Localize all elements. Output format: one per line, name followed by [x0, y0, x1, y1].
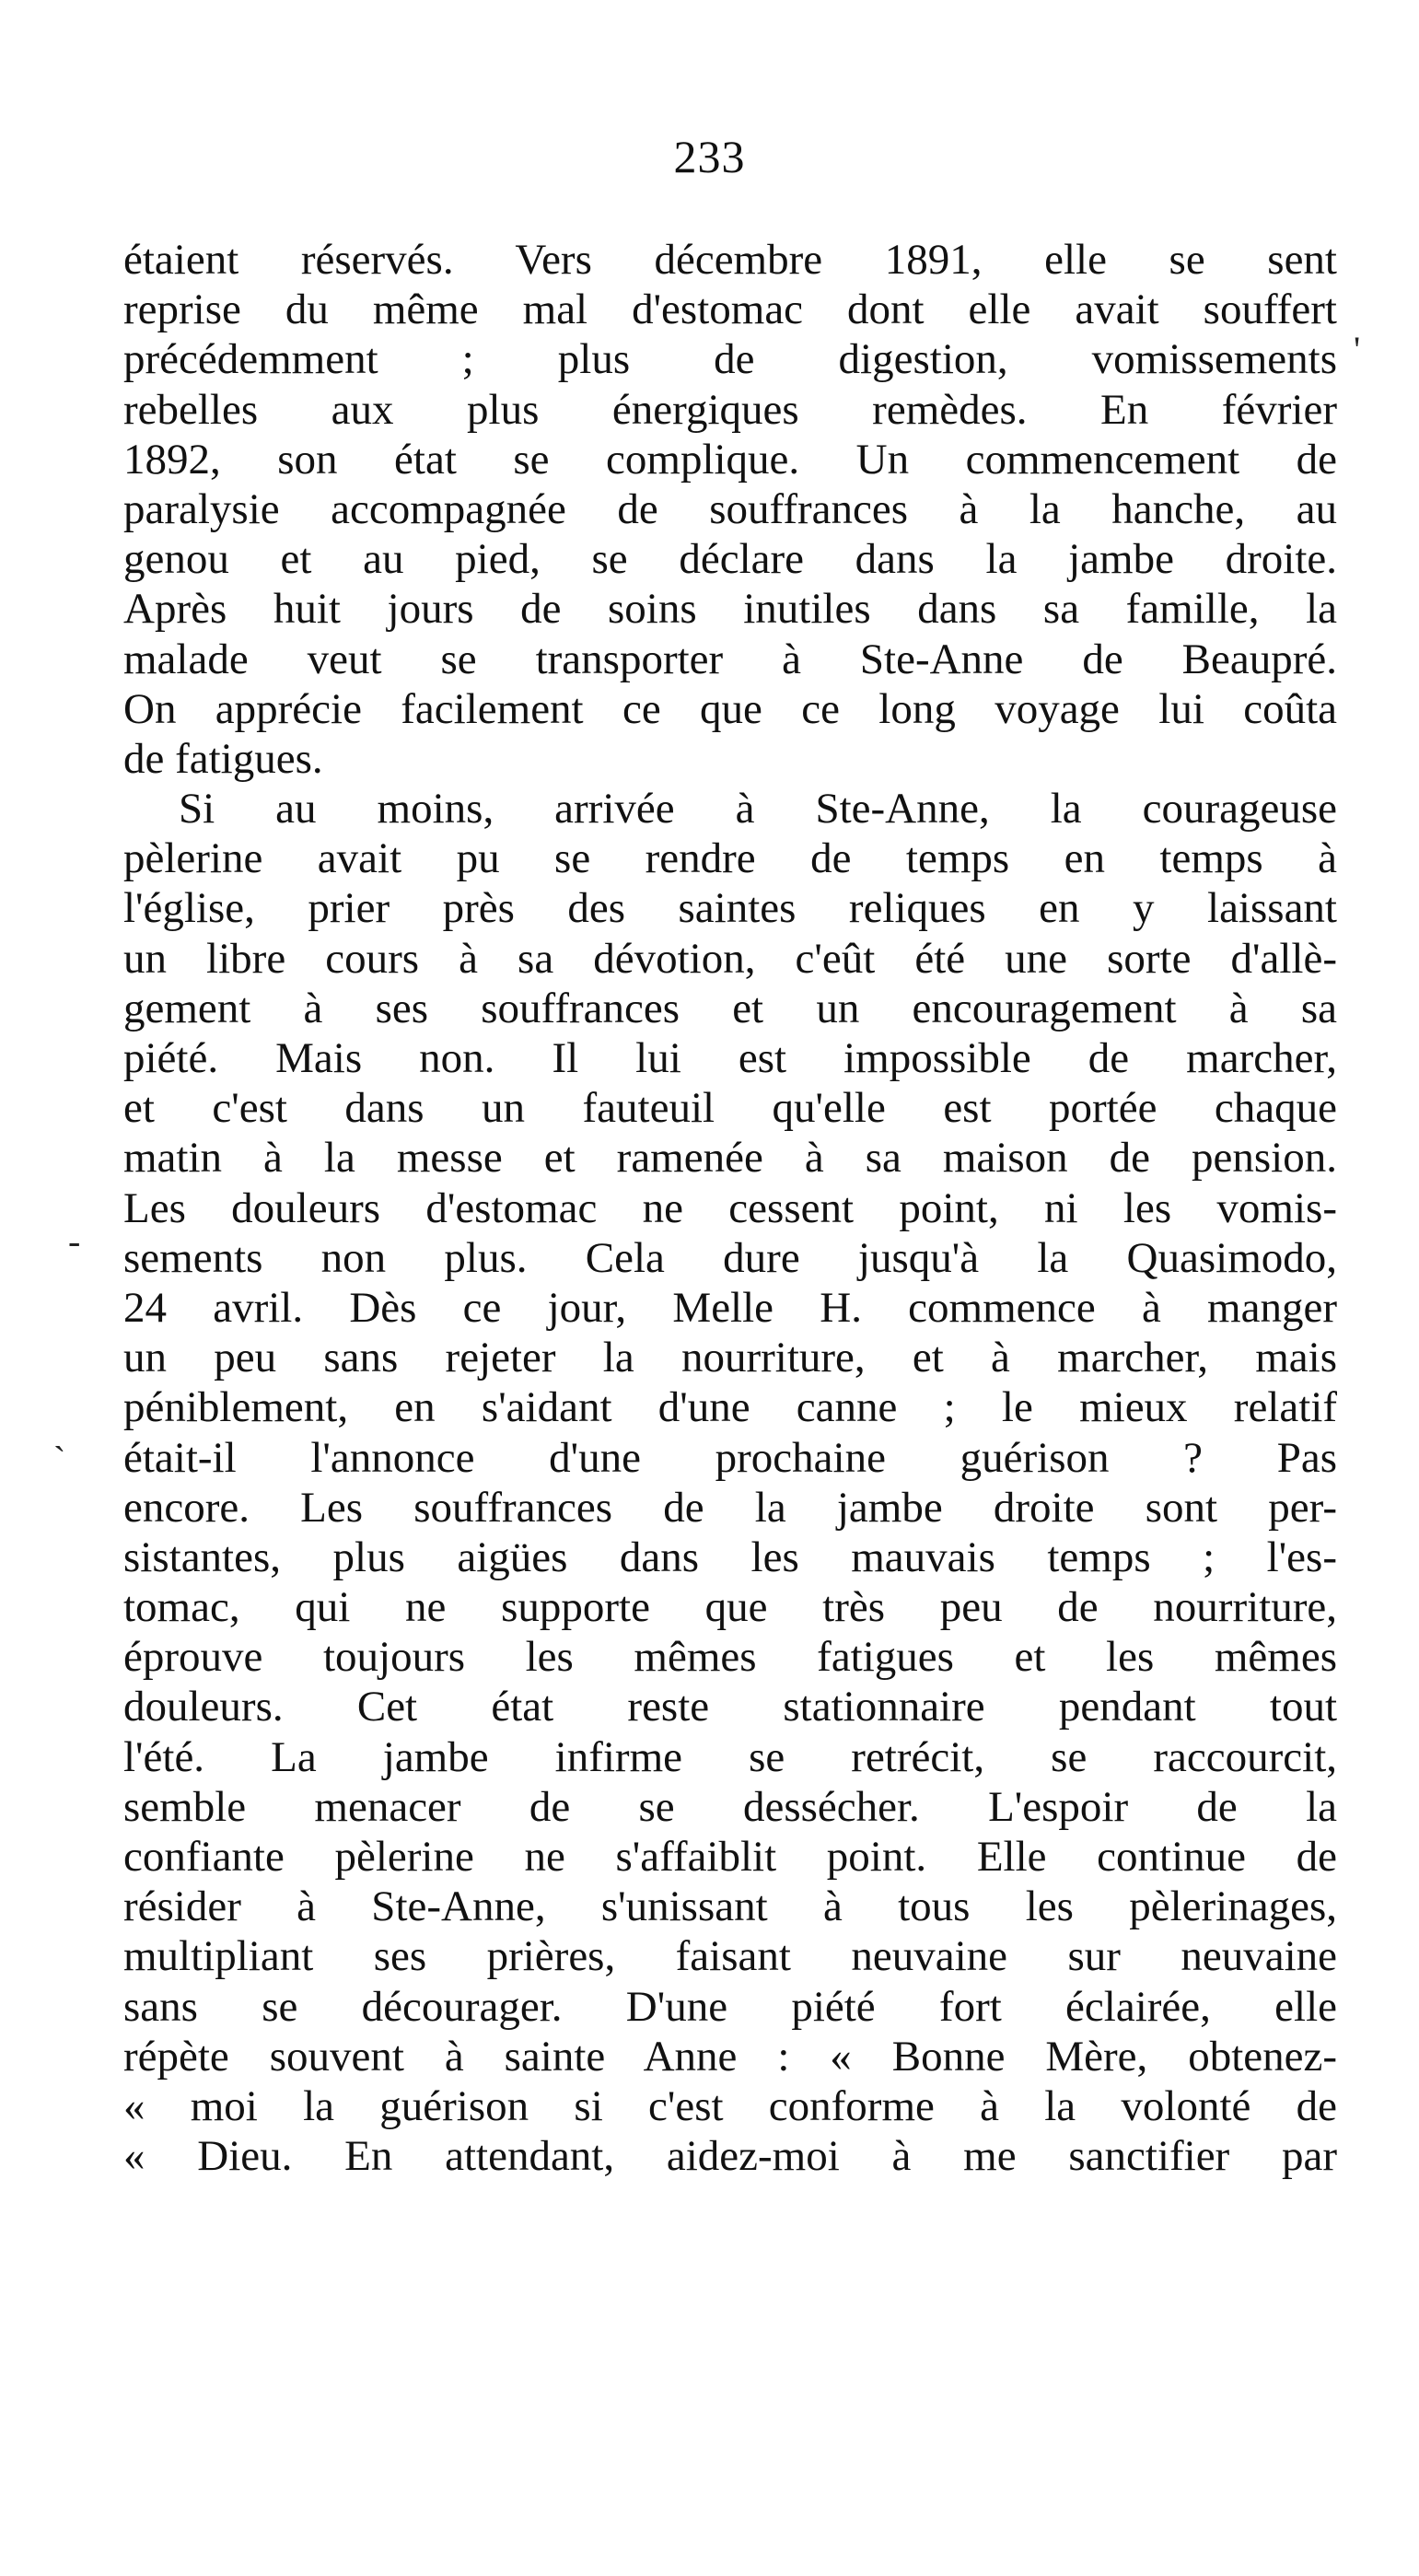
- page-number: 233: [673, 131, 746, 182]
- text-line: « moi la guérison si c'est conforme à la volonté de: [123, 2081, 1337, 2130]
- text-line: tomac, qui ne supporte que très peu de nourriture,: [123, 1583, 1337, 1632]
- text-line: éprouve toujours les mêmes fatigues et les mêmes: [123, 1633, 1337, 1682]
- text-line: répète souvent à sainte Anne : « Bonne Mère, obtenez-: [123, 2032, 1337, 2081]
- text-line: douleurs. Cet état reste stationnaire pendant tout: [123, 1683, 1337, 1731]
- margin-mark-tick: `: [53, 1439, 66, 1480]
- text-line: 24 avril. Dès ce jour, Melle H. commence à manger: [123, 1283, 1337, 1332]
- text-line: était-il l'annonce d'une prochaine guérison ? Pas: [123, 1433, 1337, 1482]
- text-line: piété. Mais non. Il lui est impossible de marcher,: [123, 1034, 1337, 1082]
- text-line: Après huit jours de soins inutiles dans sa famille, la: [123, 585, 1337, 634]
- text-line: de fatigues.: [123, 734, 323, 783]
- text-line: précédemment ; plus de digestion, vomissements: [123, 335, 1337, 384]
- text-line: étaient réservés. Vers décembre 1891, elle se sent: [123, 236, 1337, 284]
- margin-mark-dash: -: [68, 1220, 81, 1262]
- text-line: confiante pèlerine ne s'affaiblit point. Elle continue de: [123, 1833, 1337, 1881]
- text-line: résider à Ste-Anne, s'unissant à tous les pèlerinages,: [123, 1882, 1337, 1931]
- text-line: l'église, prier près des saintes reliques en y laissant: [123, 884, 1337, 933]
- text-line: Si au moins, arrivée à Ste-Anne, la courageuse: [179, 785, 1337, 833]
- text-line: sistantes, plus aigües dans les mauvais temps ; l'es-: [123, 1533, 1337, 1581]
- body-text: [123, 235, 1337, 2181]
- text-line: encore. Les souffrances de la jambe droite sont per-: [123, 1483, 1337, 1532]
- text-line: semble menacer de se dessécher. L'espoir de la: [123, 1782, 1337, 1831]
- text-line: sans se décourager. D'une piété fort éclairée, elle: [123, 1982, 1337, 2031]
- text-line: 1892, son état se complique. Un commencement de: [123, 435, 1337, 484]
- text-line: et c'est dans un fauteuil qu'elle est portée chaque: [123, 1084, 1337, 1133]
- text-line: paralysie accompagnée de souffrances à la hanche, au: [123, 484, 1337, 533]
- text-line: multipliant ses prières, faisant neuvaine sur neuvaine: [123, 1932, 1337, 1981]
- text-line: gement à ses souffrances et un encouragement à sa: [123, 984, 1337, 1032]
- text-line: un libre cours à sa dévotion, c'eût été une sorte d'allè-: [123, 934, 1337, 983]
- text-line: l'été. La jambe infirme se retrécit, se raccourcit,: [123, 1732, 1337, 1781]
- text-line: genou et au pied, se déclare dans la jambe droite.: [123, 535, 1337, 584]
- text-line: un peu sans rejeter la nourriture, et à marcher, mais: [123, 1334, 1337, 1382]
- text-line: matin à la messe et ramenée à sa maison de pension.: [123, 1134, 1337, 1183]
- margin-mark-apostrophe: ': [1354, 329, 1361, 370]
- text-line: Les douleurs d'estomac ne cessent point, ni les vomis-: [123, 1183, 1337, 1232]
- text-line: péniblement, en s'aidant d'une canne ; le mieux relatif: [123, 1383, 1337, 1432]
- text-line: sements non plus. Cela dure jusqu'à la Quasimodo,: [123, 1233, 1337, 1282]
- text-line: reprise du même mal d'estomac dont elle avait souffert: [123, 286, 1337, 334]
- text-line: pèlerine avait pu se rendre de temps en temps à: [123, 834, 1337, 883]
- text-line: On apprécie facilement ce que ce long voyage lui coûta: [123, 684, 1337, 733]
- text-line: rebelles aux plus énergiques remèdes. En février: [123, 385, 1337, 434]
- text-line: « Dieu. En attendant, aidez-moi à me sanctifier par: [123, 2132, 1337, 2181]
- text-line: malade veut se transporter à Ste-Anne de Beaupré.: [123, 635, 1337, 683]
